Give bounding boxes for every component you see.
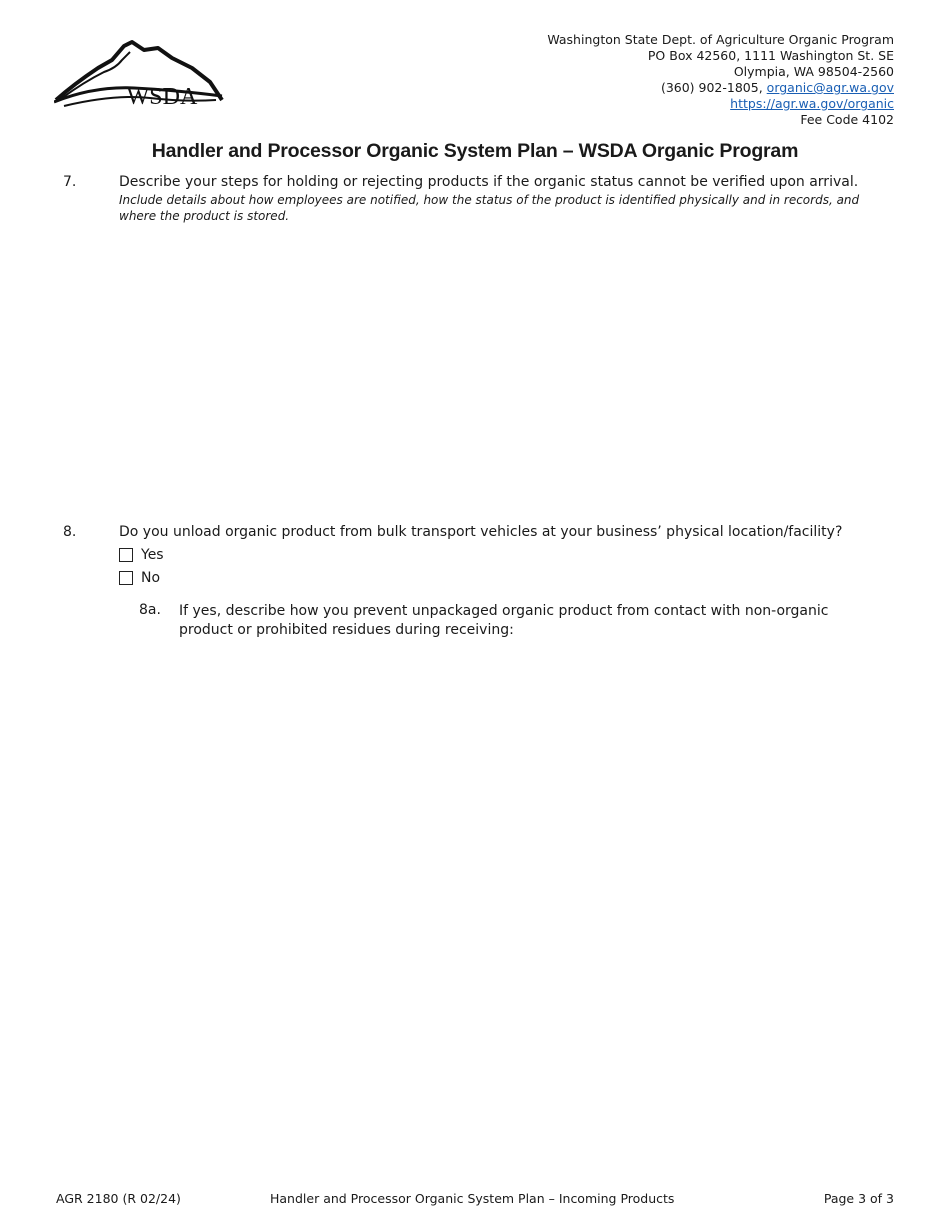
yes-label: Yes [141, 547, 164, 563]
q7-answer-field[interactable] [119, 232, 894, 508]
q8a-answer-field[interactable] [179, 650, 894, 1170]
q8-yes-option[interactable] [119, 547, 164, 563]
q8a-number: 8a. [139, 602, 161, 618]
org-website-link[interactable]: https://agr.wa.gov/organic [730, 96, 894, 111]
footer-page-number: Page 3 of 3 [823, 1191, 894, 1206]
no-checkbox[interactable] [119, 571, 133, 585]
yes-checkbox[interactable] [119, 548, 133, 562]
no-label: No [141, 570, 161, 586]
org-email-link[interactable]: organic@agr.wa.gov [766, 80, 894, 95]
org-address [547, 32, 894, 128]
org-po-box: PO Box 42560, 1111 Washington St. SE [647, 48, 894, 63]
footer-form-id: AGR 2180 (R 02/24) [56, 1191, 181, 1206]
wsda-logo [54, 38, 224, 112]
org-name: Washington State Dept. of Agriculture Organic Program [547, 32, 894, 47]
q7-number: 7. [63, 174, 77, 190]
q8a-text: If yes, describe how you prevent unpackaged organic product from contact with non-organic product or prohibited residues during receiving: [179, 603, 829, 638]
org-city: Olympia, WA 98504-2560 [733, 64, 894, 79]
org-contact [547, 80, 894, 96]
footer-doc-title: Handler and Processor Organic System Plan – Incoming Products [270, 1191, 675, 1206]
q7-note: Include details about how employees are notified, how the status of the product is identified physically and in records, and where the product is stored. [119, 193, 860, 223]
page-title: Handler and Processor Organic System Plan – WSDA Organic Program [151, 140, 799, 162]
q8-number: 8. [63, 524, 77, 540]
logo-text: WSDA [126, 84, 198, 110]
fee-code: Fee Code 4102 [800, 112, 894, 127]
org-phone: (360) 902-1805, [660, 80, 763, 95]
q7-text: Describe your steps for holding or rejecting products if the organic status cannot be verified upon arrival. [119, 174, 859, 190]
q8-no-option[interactable] [119, 570, 160, 586]
q8-text: Do you unload organic product from bulk transport vehicles at your business’ physical location/facility? [119, 524, 843, 540]
